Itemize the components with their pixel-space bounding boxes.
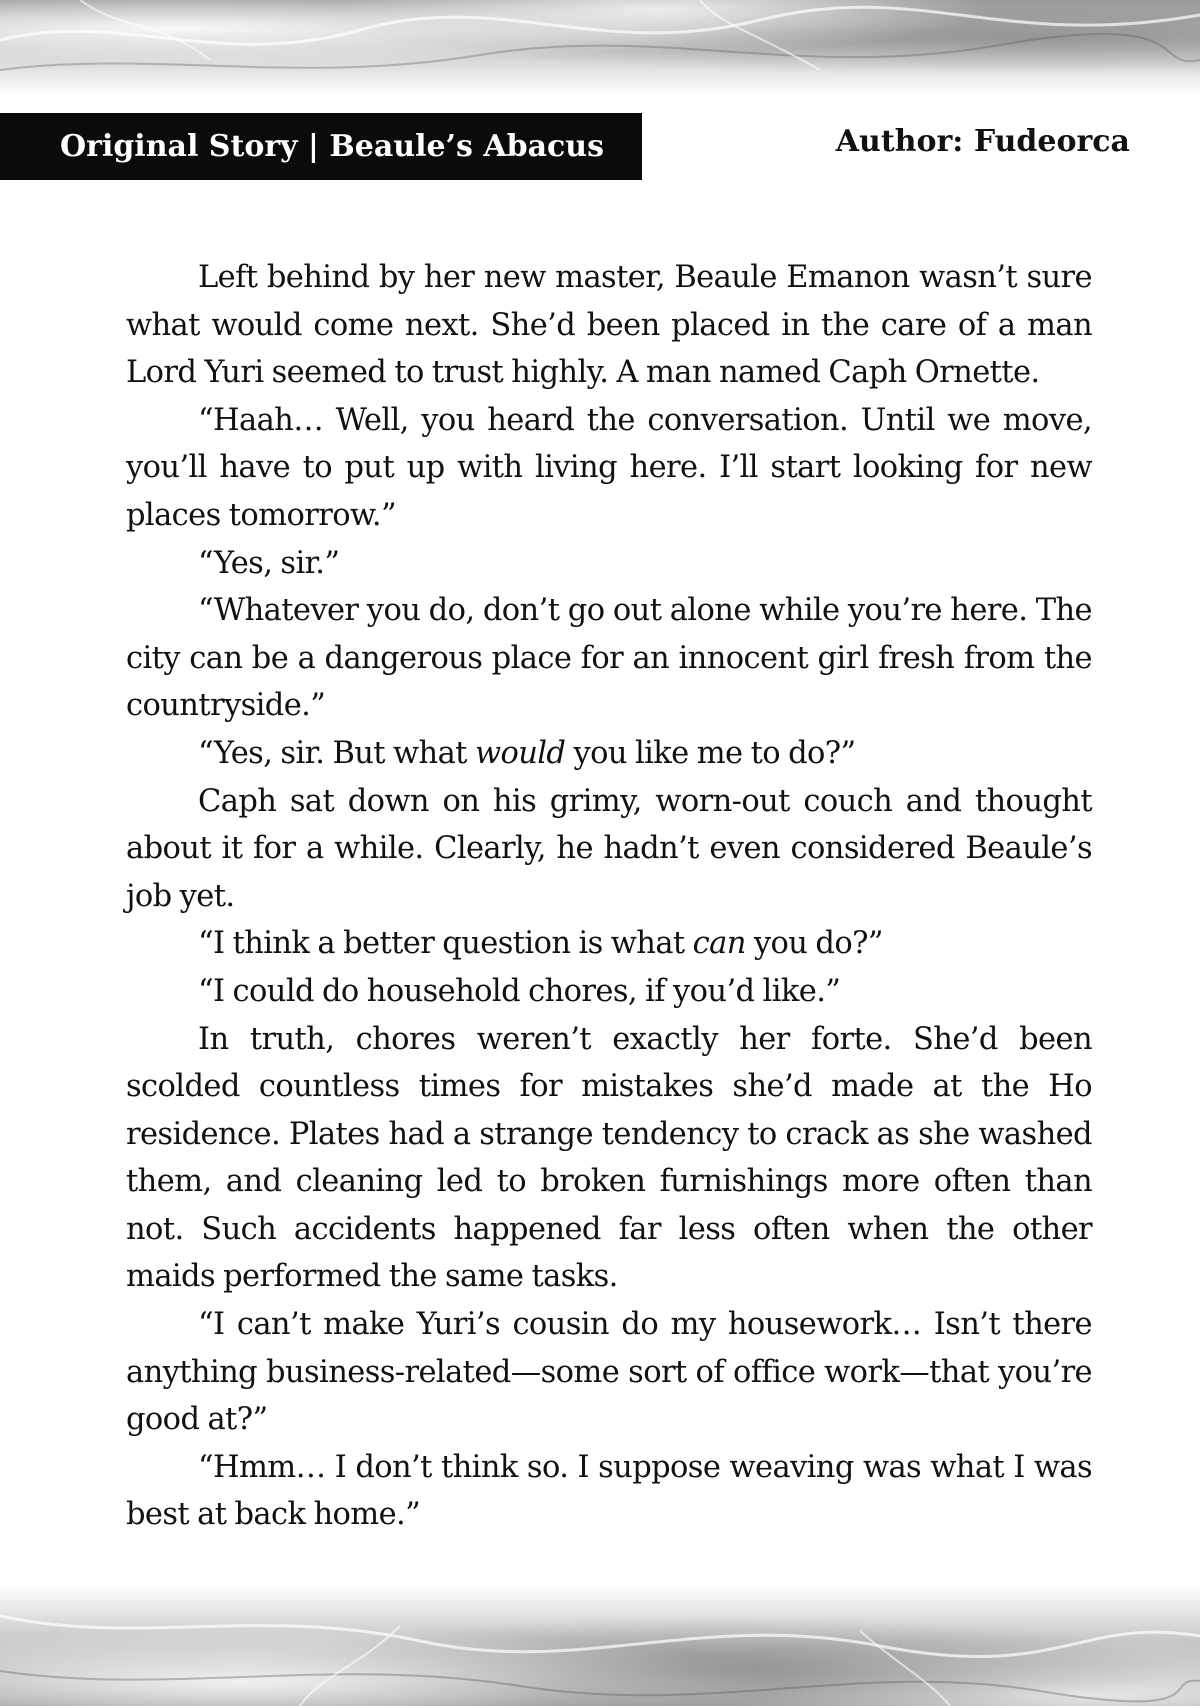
story-title-banner (0, 113, 642, 180)
story-paragraph (126, 730, 1092, 778)
author-credit: Author: Fudeorca (835, 124, 1130, 159)
emphasized-word: can (692, 926, 746, 962)
paragraph-text-after: you like me to do?” (565, 735, 856, 771)
story-paragraph: Left behind by her new master, Beaule Emanon wasn’t sure what would come next. She’d been placed in the care of a man Lord Yuri seemed to trust highly. A man named Caph Ornette. (126, 260, 1092, 391)
bottom-marble-texture (0, 1586, 1200, 1706)
paragraph-text-after: you do?” (745, 926, 883, 962)
bottom-texture-veins (0, 1586, 1200, 1706)
story-paragraph: “Hmm… I don’t think so. I suppose weaving was what I was best at back home.” (126, 1449, 1092, 1533)
top-texture-veins (0, 0, 1200, 95)
story-paragraph: “I can’t make Yuri’s cousin do my housework… Isn’t there anything business-related—some sort of office work—that you’re good at?” (126, 1307, 1092, 1438)
top-marble-texture (0, 0, 1200, 95)
story-paragraph: “Whatever you do, don’t go out alone while you’re here. The city can be a dangerous place for an innocent girl fresh from the countryside.” (126, 593, 1092, 724)
story-title: Original Story | Beaule’s Abacus (60, 129, 604, 164)
story-paragraph: Caph sat down on his grimy, worn-out couch and thought about it for a while. Clearly, he hadn’t even considered Beaule’s job yet. (126, 783, 1092, 914)
story-paragraph: “Haah… Well, you heard the conversation. Until we move, you’ll have to put up with living here. I’ll start looking for new places tomorrow.” (126, 402, 1092, 533)
story-body (126, 254, 1092, 1539)
story-paragraph: In truth, chores weren’t exactly her forte. She’d been scolded countless times for mistakes she’d made at the Ho residence. Plates had a strange tendency to crack as she washed them, and cleaning led to broken furnishings more often than not. Such accidents happened far less often when the other maids performed the same tasks. (126, 1021, 1092, 1295)
story-paragraph: “I could do household chores, if you’d like.” (198, 973, 841, 1009)
emphasized-word: would (474, 735, 566, 771)
story-paragraph (126, 920, 1092, 968)
paragraph-text-before: “I think a better question is what (198, 926, 693, 962)
story-paragraph: “Yes, sir.” (198, 545, 340, 581)
paragraph-text-before: “Yes, sir. But what (198, 735, 475, 771)
